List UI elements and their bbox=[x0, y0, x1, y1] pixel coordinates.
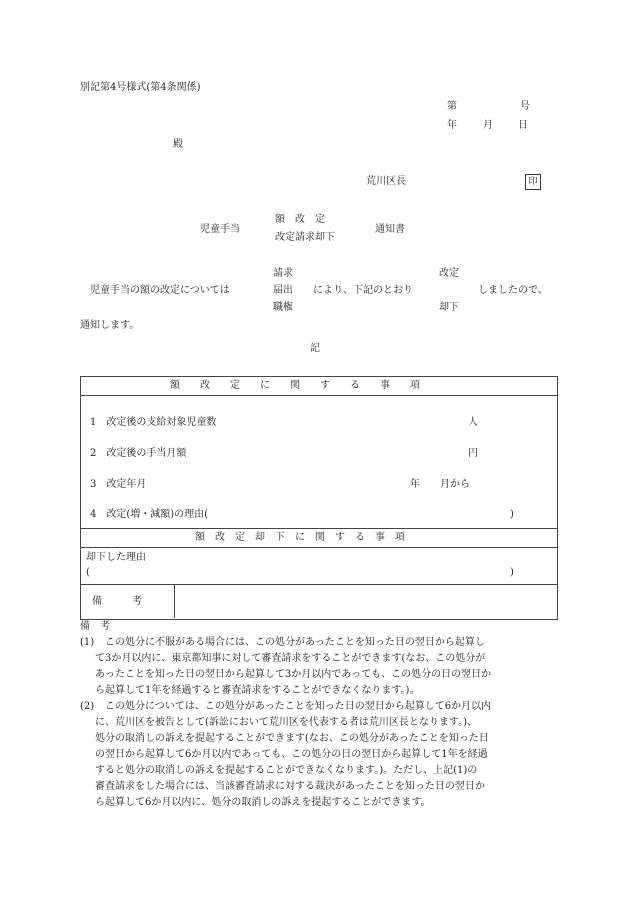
reject-reason-open: ( bbox=[86, 567, 90, 578]
doc-title-mid-top: 額 改 定 bbox=[275, 214, 325, 225]
item-revision-reason: 4 改定(増・減額)の理由( bbox=[90, 509, 209, 520]
body-text-3: しましたので、 bbox=[478, 285, 548, 296]
doc-title-mid-bottom: 改定請求却下 bbox=[275, 232, 335, 243]
item-revision-date: 3 改定年月 bbox=[90, 479, 147, 490]
note-1-line: この処分に不服がある場合には、この処分があったことを知った日の翌日から起算し bbox=[95, 637, 485, 648]
item-children-count: 1 改定後の支給対象児童数 bbox=[90, 417, 217, 428]
note-2-line: この処分については、この処分があったことを知った日の翌日から起算して6か月以内 bbox=[95, 701, 492, 712]
issuer: 荒川区長 bbox=[366, 176, 406, 187]
note-2-line: に、荒川区を被告として(訴訟において荒川区を代表する者は荒川区長となります。)、 bbox=[95, 717, 478, 728]
number-suffix: 号 bbox=[520, 101, 530, 112]
table-divider bbox=[174, 584, 175, 618]
form-title: 別記第4号様式(第4条関係) bbox=[80, 82, 201, 93]
note-2 bbox=[95, 699, 553, 811]
reject-reason-label: 却下した理由 bbox=[86, 552, 146, 563]
body-line-2: 通知します。 bbox=[80, 320, 140, 331]
body-text-1: 児童手当の額の改定については bbox=[90, 285, 230, 296]
note-2-number: (2) bbox=[80, 701, 95, 712]
item-revision-date-unit: 年 月から bbox=[410, 479, 470, 490]
remarks-label: 備 考 bbox=[92, 596, 142, 607]
note-2-line: ら起算して6か月以内に、処分の取消しの訴えを提起することができます。 bbox=[95, 797, 431, 808]
number-prefix: 第 bbox=[447, 101, 457, 112]
note-2-line: 審査請求をした場合には、当該審査請求に対する裁決があったことを知った日の翌日か bbox=[95, 781, 485, 792]
addressee-suffix: 殿 bbox=[173, 139, 183, 150]
item-monthly-amount-unit: 円 bbox=[468, 448, 478, 459]
body-option-ex-officio: 職権 bbox=[273, 302, 293, 313]
table-divider bbox=[80, 395, 557, 396]
body-option-revise: 改定 bbox=[439, 268, 459, 279]
table-divider bbox=[80, 584, 557, 585]
section1-header: 額 改 定 に 関 す る 事 項 bbox=[170, 380, 420, 391]
note-2-line: 処分の取消しの訴えを提起することができます(なお、この処分があったことを知った日 bbox=[95, 733, 489, 744]
doc-title-left: 児童手当 bbox=[200, 224, 240, 235]
ki-label: 記 bbox=[310, 343, 320, 354]
note-2-line: すると処分の取消しの訴えを提起することができなくなります。)。ただし、上記(1)の bbox=[95, 765, 478, 776]
note-1 bbox=[95, 635, 553, 699]
notes-heading: 備 考 bbox=[80, 621, 110, 632]
date-month: 月 bbox=[483, 120, 493, 131]
body-option-reject: 却下 bbox=[439, 302, 459, 313]
table-divider bbox=[80, 547, 557, 548]
note-1-line: ら起算して1年を経過すると審査請求をすることができなくなります。)。 bbox=[95, 685, 420, 696]
note-1-line: て3か月以内に、東京都知事に対して審査請求をすることができます(なお、この処分が bbox=[95, 653, 486, 664]
section2-header: 額 改 定 却 下 に 関 す る 事 項 bbox=[195, 532, 405, 543]
item-children-count-unit: 人 bbox=[468, 417, 478, 428]
doc-title-right: 通知書 bbox=[375, 224, 405, 235]
body-option-notification: 届出 bbox=[273, 285, 293, 296]
date-day: 日 bbox=[518, 120, 528, 131]
date-year: 年 bbox=[447, 120, 457, 131]
table-divider bbox=[80, 528, 557, 529]
item-revision-reason-close: ) bbox=[510, 509, 514, 520]
note-1-number: (1) bbox=[80, 637, 95, 648]
note-1-line: あったことを知った日の翌日から起算して3か月以内であっても、この処分の日の翌日か bbox=[95, 669, 492, 680]
note-2-line: の翌日から起算して6か月以内であっても、この処分の日の翌日から起算して1年を経過 bbox=[95, 749, 488, 760]
seal-mark: 印 bbox=[525, 174, 541, 190]
item-monthly-amount: 2 改定後の手当月額 bbox=[90, 448, 187, 459]
body-text-2: により、下記のとおり bbox=[313, 285, 413, 296]
reject-reason-close: ) bbox=[510, 567, 514, 578]
body-option-request: 請求 bbox=[273, 268, 293, 279]
